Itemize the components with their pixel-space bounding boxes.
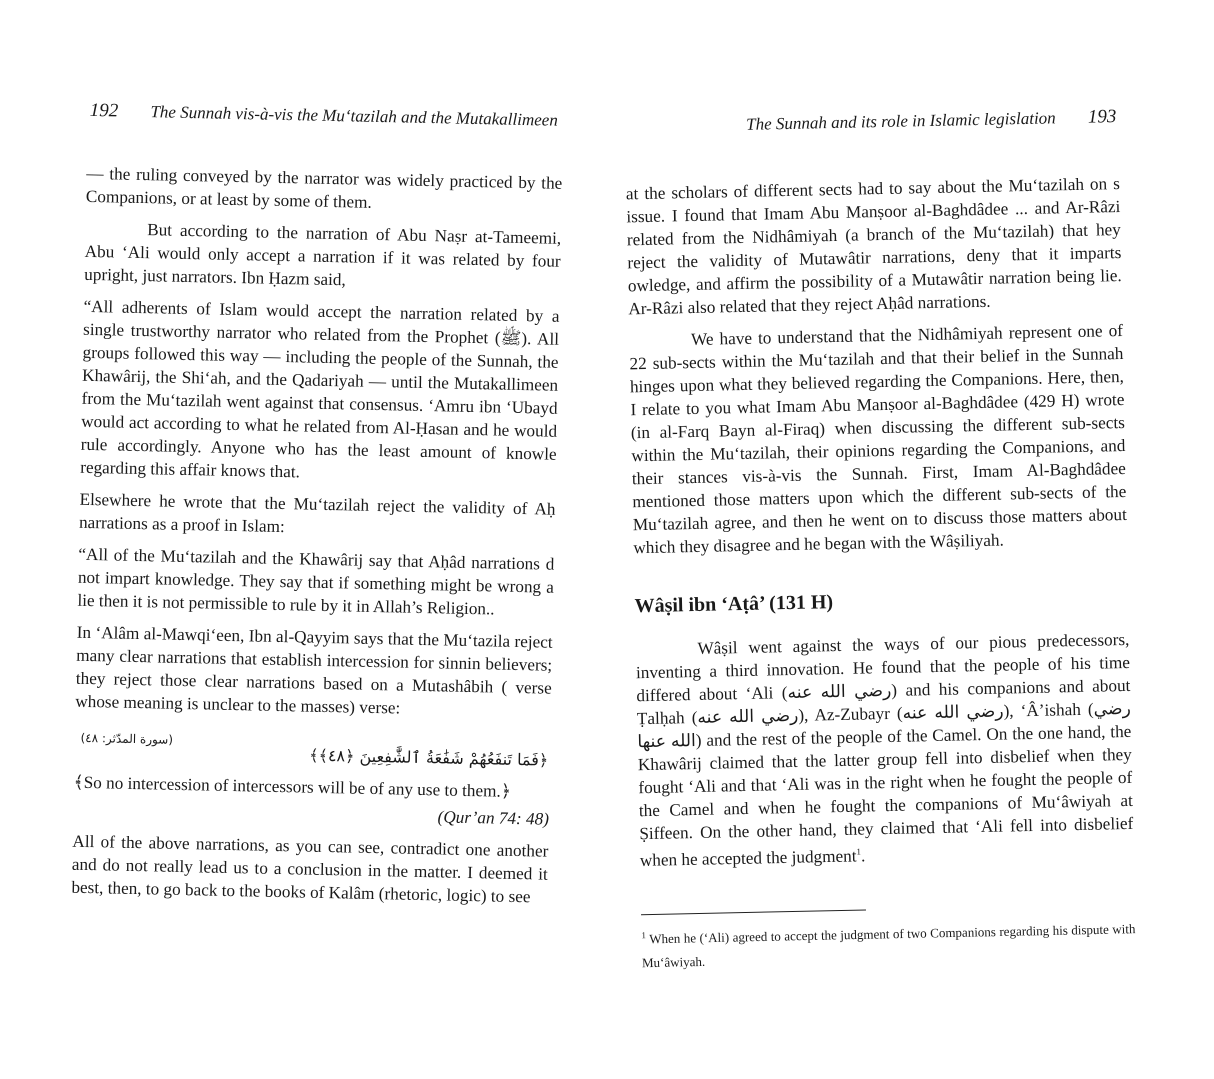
quotation: “All adherents of Islam would accept the narration related by a single trustworthy narrator who related from the Prophet (ﷺ). All groups followed this way — including the people of the Sunnah, the Khawârij, the Shi‘ah, and the Qadariyah — until the Mutakallimeen from the Mu‘tazilah went against that consensus. ‘Amru ibn ‘Ubayd would act according to what he related from Al-Ḥasan and he would rule accordingly. Anyone who has the least amount of knowle regarding this affair knows that. [80,296,560,482]
paragraph: Elsewhere he wrote that the Mu‘tazilah reject the validity of Aḥ narrations as a proof in Islam: [78,489,556,537]
paragraph: All of the above narrations, as you can see, contradict one another and do not really lead us to a conclusion in the matter. I deemed it best, then, to go back to the books of Kalâm (rhetoric, logic) to see [71,831,549,907]
arabic-surah-reference: (سورة المدّثر: ٤٨) [80,730,174,747]
footnote [641,913,1136,976]
arabic-verse-block [74,727,551,777]
right-body [626,172,1137,975]
section-paragraph-text: Wâṣil went against the ways of our pious predecessors, inventing a third innovation. He found that the people of his time differed about ‘Ali (رضي الله عنه) and his companions and about Ṭalḥah (رضي الله عنه), Az-Zubayr (رضي الله عنه), ‘Â’ishah (رضي الله عنها) and the rest of the people of the Camel. On the one hand, the Khawârij claimed that the latter group fell into disbelief when they fought ‘Ali and that ‘Ali was in the right when he fought the people of the Camel and when he fought the companions of Mu‘âwiyah at Ṣiffeen. On the other hand, they claimed that ‘Ali fell into disbelief when he accepted the judgment [635,629,1134,870]
right-page [600,0,1214,1066]
paragraph: But according to the narration of Abu Naṣr at-Tameemi, Abu ‘Ali would only accept a narration if it was related by four upright, just narrators. Ibn Ḥazm said, [84,220,562,290]
left-body [71,162,563,918]
paragraph: In ‘Alâm al-Mawqi‘een, Ibn al-Qayyim says that the Mu‘tazila reject many clear narrations that establish intercession for sinnin believers; they reject those clear narrations based on a Mutashâbih ( verse whose meaning is unclear to the masses) verse: [75,622,553,718]
footnote-number: 1 [641,929,647,940]
footnote-text: When he (‘Ali) agreed to accept the judgment of two Companions regarding his dispute with Mu‘âwiyah. [641,920,1136,971]
verse-translation: ﴾So no intercession of intercessors will be of any use to them.﴿ [73,772,512,801]
paragraph: — the ruling conveyed by the narrator was widely practiced by the Companions, or at least by some of them. [85,163,563,212]
left-running-header [89,100,558,132]
right-page-number: 193 [1087,106,1117,128]
section-heading: Wâṣil ibn ‘Aṭâ’ (131 H) [634,591,834,618]
paragraph: We have to understand that the Nidhâmiyah represent one of 22 sub-sects within the Mu‘tazilah and that their belief in the Sunnah hinges upon what they believed regarding the Companions. Here, then, I relate to you what Imam Abu Manṣoor al-Baghdâdee (429 H) wrote (in al-Farq Bayn al-Firaq) when discussing the different sub-sects within the Mu‘tazilah, their opinions regarding the Companions, and their stances vis-à-vis the Sunnah. First, Imam Al-Baghdâdee mentioned those matters upon which the different sub-sects of the Mu‘tazilah agree, and then he went on to discuss those matters about which they disagree and he began with the Wâṣiliyah. [629,320,1127,558]
left-page [0,0,600,1066]
quotation: “All of the Mu‘tazilah and the Khawârij say that Aḥâd narrations d not impart knowledge. They say that if something might be wrong a lie then it is not permissible to rule by it in Allah’s Religion.. [77,544,555,619]
right-running-header [746,106,1117,136]
left-page-number: 192 [89,99,119,122]
section-paragraph: Wâṣil went against the ways of our pious predecessors, inventing a third innovation. He found that the people of his time differed about ‘Ali (رضي الله عنه) and his companions and about Ṭalḥah (رضي الله عنه), Az-Zubayr (رضي الله عنه), ‘Â’ishah (رضي الله عنها) and the rest of the people of the Camel. On the one hand, the Khawârij claimed that the latter group fell into disbelief when they fought ‘Ali and that ‘Ali was in the right when he fought the people of the Camel and when he fought the companions of Mu‘âwiyah at Ṣiffeen. On the other hand, they claimed that ‘Ali fell into disbelief when he accepted the judgment$^1$. [635,629,1134,870]
footnote-marker: 1 [856,846,862,857]
verse-citation: (Qur’an 74: 48) [437,807,550,829]
right-running-head-title: The Sunnah and its role in Islamic legislation [745,108,1056,134]
paragraph: at the scholars of different sects had to say about the Mu‘tazilah on s issue. I found that Imam Abu Manṣoor al-Baghdâdee ... and Ar-Râzi related from the Nidhâmiyah (a branch of the Mu‘tazilah) that hey reject the validity of Mutawâtir narrations, deny that it imparts owledge, and affirm the possibility of a Mutawâtir narration being lie. Ar-Râzi also related that they reject Aḥâd narrations. [625,174,1122,319]
left-running-head-title: The Sunnah vis-à-vis the Mu‘tazilah and the Mutakallimeen [150,102,559,130]
arabic-verse: ﴿فَمَا تَنفَعُهُمْ شَفَٰعَةُ ٱلشَّٰفِعِينَ ﴿٤٨﴾﴾ [308,745,549,770]
footnote-divider [641,909,866,915]
